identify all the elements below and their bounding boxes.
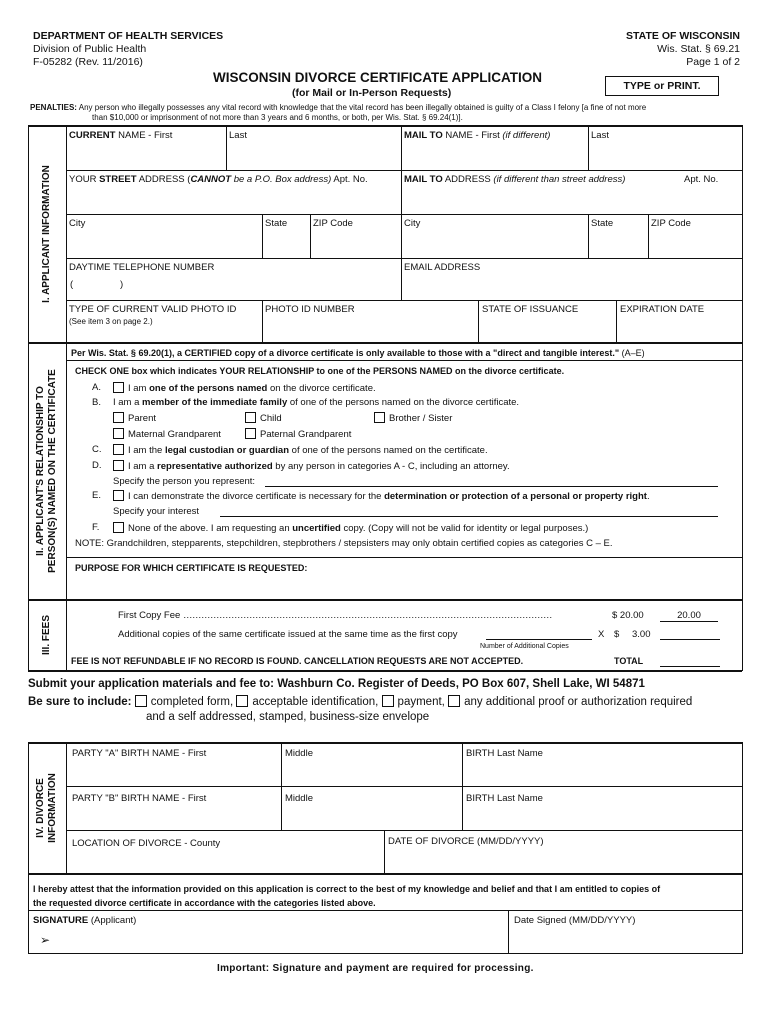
current-last-label: Last	[229, 130, 247, 141]
first-copy-total: 20.00	[660, 610, 718, 622]
photo-id-note: (See item 3 on page 2.)	[69, 317, 153, 326]
additional-fee: 3.00	[632, 629, 651, 640]
option-f-text: None of the above. I am requesting an uncertified copy. (Copy will not be valid for identity or legal purposes.)	[113, 522, 588, 534]
important-notice: Important: Signature and payment are required for processing.	[217, 963, 534, 974]
divorce-date-label: DATE OF DIVORCE (MM/DD/YYYY)	[388, 836, 544, 847]
section2-label: II. APPLICANT'S RELATIONSHIP TO PERSON(S) NAMED ON THE CERTIFICATE	[35, 369, 58, 573]
section1-label: I. APPLICANT INFORMATION	[41, 165, 52, 303]
mail-to-address-input[interactable]	[402, 188, 741, 213]
specify-person-line[interactable]	[265, 486, 718, 487]
option-c: C.	[92, 444, 102, 455]
state-issuance-input[interactable]	[479, 316, 615, 341]
zip-label: ZIP Code	[313, 218, 353, 229]
photo-id-type-input[interactable]	[67, 327, 261, 341]
dept-name: DEPARTMENT OF HEALTH SERVICES	[33, 30, 224, 42]
option-a-text: I am one of the persons named on the divorce certificate.	[113, 382, 376, 394]
location-label: LOCATION OF DIVORCE - County	[72, 838, 221, 849]
party-b-middle-input[interactable]	[282, 805, 461, 829]
envelope-line: and a self addressed, stamped, business-size envelope	[146, 711, 430, 723]
party-a-middle-label: Middle	[285, 748, 313, 759]
submit-instructions: Submit your application materials and fee to: Washburn Co. Register of Deeds, PO Box 607, Shell Lake, WI 54871	[28, 678, 645, 690]
additional-copies-label: Additional copies of the same certificate issued at the same time as the first copy	[118, 629, 458, 640]
type-print-box: TYPE or PRINT.	[605, 76, 719, 96]
option-c-text: I am the legal custodian or guardian of one of the persons named on the certificate.	[113, 444, 488, 456]
option-e: E.	[92, 490, 101, 501]
party-a-middle-input[interactable]	[282, 760, 461, 785]
note-text: NOTE: Grandchildren, stepparents, stepchildren, stepbrothers / stepsisters may only obtain certified copies as categories C – E.	[75, 538, 613, 549]
signature-label: SIGNATURE (Applicant)	[33, 915, 137, 926]
attest-line1: I hereby attest that the information provided on this application is correct to the best of my knowledge and belief and that I am entitled to copies of	[33, 884, 661, 894]
attest-line2: the requested divorce certificate in accordance with the categories listed above.	[33, 898, 376, 908]
check-one-instruction: CHECK ONE box which indicates YOUR RELATIONSHIP to one of the PERSONS NAMED on the divorce certificate.	[75, 366, 565, 376]
street-address-input[interactable]	[67, 188, 400, 213]
child-option: Child	[245, 412, 282, 424]
party-a-last-input[interactable]	[463, 760, 741, 785]
first-copy-amount: $ 20.00	[612, 610, 644, 621]
option-d: D.	[92, 460, 102, 471]
date-signed-input[interactable]	[510, 928, 741, 952]
option-f: F.	[92, 522, 100, 533]
parent-option: Parent	[113, 412, 156, 424]
mail-city-label: City	[404, 218, 421, 229]
mail-to-last-label: Last	[591, 130, 609, 141]
penalties-line2: than $10,000 or imprisonment of not more than 3 years and 6 months, or both, per Wis. Stat. § 69.24(1)].	[92, 113, 463, 122]
location-input[interactable]	[67, 850, 383, 872]
maternal-gp-option: Maternal Grandparent	[113, 428, 221, 440]
party-a-first-input[interactable]	[67, 760, 280, 785]
option-a: A.	[92, 382, 101, 393]
specify-person-label: Specify the person you represent:	[113, 476, 256, 487]
photo-id-type-label: TYPE OF CURRENT VALID PHOTO ID	[69, 304, 237, 315]
photo-id-number-label: PHOTO ID NUMBER	[265, 304, 355, 315]
purpose-input[interactable]	[67, 575, 741, 598]
expiration-label: EXPIRATION DATE	[620, 304, 705, 315]
phone-label: DAYTIME TELEPHONE NUMBER	[69, 262, 215, 273]
option-b-text: I am a member of the immediate family of one of the persons named on the divorce certificate.	[113, 397, 520, 408]
statute-ref: Wis. Stat. § 69.21	[657, 43, 740, 55]
first-copy-label: First Copy Fee ……………………………………………………………………………………………………………	[118, 610, 552, 621]
state-issuance-label: STATE OF ISSUANCE	[482, 304, 579, 315]
option-c-checkbox[interactable]	[113, 444, 124, 455]
specify-interest-label: Specify your interest	[113, 506, 200, 517]
total-input[interactable]	[660, 666, 720, 667]
option-d-checkbox[interactable]	[113, 460, 124, 471]
city-label: City	[69, 218, 86, 229]
date-signed-label: Date Signed (MM/DD/YYYY)	[514, 915, 636, 926]
state-name: STATE OF WISCONSIN	[626, 30, 740, 42]
current-first-name-input[interactable]	[67, 144, 225, 169]
option-b: B.	[92, 397, 101, 408]
additional-copies-input[interactable]	[486, 639, 592, 640]
state-label: State	[265, 218, 288, 229]
sibling-option: Brother / Sister	[374, 412, 452, 424]
form-subtitle: (for Mail or In-Person Requests)	[292, 87, 452, 99]
option-d-text: I am a representative authorized by any person in categories A - C, including an attorney.	[113, 460, 510, 472]
payment-checkbox[interactable]	[382, 695, 394, 707]
signature-input[interactable]	[56, 928, 506, 952]
section3-label: III. FEES	[41, 615, 52, 656]
additional-total-input[interactable]	[660, 639, 720, 640]
total-label: TOTAL	[614, 656, 644, 666]
form-number: F-05282 (Rev. 11/2016)	[33, 56, 143, 68]
mail-zip-label: ZIP Code	[651, 218, 691, 229]
email-label: EMAIL ADDRESS	[404, 262, 481, 273]
party-a-last-label: BIRTH Last Name	[466, 748, 543, 759]
option-a-checkbox[interactable]	[113, 382, 124, 393]
current-name-label: CURRENT NAME - First	[69, 130, 173, 141]
party-b-last-label: BIRTH Last Name	[466, 793, 543, 804]
paternal-gp-option: Paternal Grandparent	[245, 428, 351, 440]
street-address-label: YOUR STREET ADDRESS (CANNOT be a P.O. Box address) Apt. No.	[69, 174, 368, 185]
party-b-last-input[interactable]	[463, 805, 741, 829]
division-name: Division of Public Health	[33, 43, 147, 55]
mail-apt-label: Apt. No.	[684, 174, 719, 185]
signature-arrow-icon: ➢	[40, 933, 51, 947]
parent-checkbox[interactable]	[113, 412, 124, 423]
section2-intro: Per Wis. Stat. § 69.20(1), a CERTIFIED copy of a divorce certificate is only available to those with a "direct and tangible interest." (A–E)	[71, 348, 645, 358]
photo-id-number-input[interactable]	[263, 316, 477, 341]
mail-to-address-label: MAIL TO ADDRESS (if different than street address)	[404, 174, 626, 185]
form-title: WISCONSIN DIVORCE CERTIFICATE APPLICATION	[213, 70, 543, 85]
purpose-label: PURPOSE FOR WHICH CERTIFICATE IS REQUESTED:	[75, 563, 308, 573]
zip-input[interactable]	[311, 230, 400, 257]
divorce-date-input[interactable]	[385, 848, 741, 872]
num-additional-caption: Number of Additional Copies	[480, 643, 569, 650]
child-checkbox[interactable]	[245, 412, 256, 423]
penalties-line1: PENALTIES: Any person who illegally possesses any vital record with knowledge that the vital record has been illegally obtained is guilty of a Class I felony [a fine of not more	[30, 103, 647, 112]
non-refundable-notice: FEE IS NOT REFUNDABLE IF NO RECORD IS FOUND. CANCELLATION REQUESTS ARE NOT ACCEPTED.	[71, 656, 524, 666]
email-input[interactable]	[402, 274, 741, 299]
maternal-gp-checkbox[interactable]	[113, 428, 124, 439]
additional-proof-checkbox[interactable]	[448, 695, 460, 707]
option-f-checkbox[interactable]	[113, 522, 124, 533]
current-last-name-input[interactable]	[227, 144, 400, 169]
page-number: Page 1 of 2	[686, 56, 740, 68]
party-b-first-input[interactable]	[67, 805, 280, 829]
include-line: Be sure to include: completed form, acceptable identification, payment, any additional proof or authorization required	[28, 696, 693, 708]
mail-state-label: State	[591, 218, 614, 229]
times-sign: X	[598, 629, 605, 640]
identification-checkbox[interactable]	[236, 695, 248, 707]
mail-zip-input[interactable]	[649, 230, 741, 257]
sibling-checkbox[interactable]	[374, 412, 385, 423]
mail-to-name-label: MAIL TO NAME - First (if different)	[404, 130, 551, 141]
phone-input[interactable]	[67, 274, 400, 299]
specify-interest-line[interactable]	[220, 516, 718, 517]
section4-label: IV. DIVORCE INFORMATION	[35, 773, 58, 843]
mail-city-input[interactable]	[402, 230, 587, 257]
party-a-first-label: PARTY "A" BIRTH NAME - First	[72, 748, 207, 759]
completed-form-checkbox[interactable]	[135, 695, 147, 707]
state-input[interactable]	[263, 230, 309, 257]
option-e-checkbox[interactable]	[113, 490, 124, 501]
mail-to-last-name-input[interactable]	[589, 144, 741, 169]
expiration-input[interactable]	[617, 316, 741, 341]
mail-state-input[interactable]	[589, 230, 647, 257]
dollar-sign: $	[614, 629, 620, 640]
paternal-gp-checkbox[interactable]	[245, 428, 256, 439]
phone-paren-open: (	[70, 279, 74, 290]
option-e-text: I can demonstrate the divorce certificate is necessary for the determination or protection of a personal or property right.	[113, 490, 650, 502]
mail-to-first-name-input[interactable]	[402, 144, 587, 169]
party-b-first-label: PARTY "B" BIRTH NAME - First	[72, 793, 207, 804]
party-b-middle-label: Middle	[285, 793, 313, 804]
city-input[interactable]	[67, 230, 261, 257]
phone-paren-close: )	[120, 279, 124, 290]
